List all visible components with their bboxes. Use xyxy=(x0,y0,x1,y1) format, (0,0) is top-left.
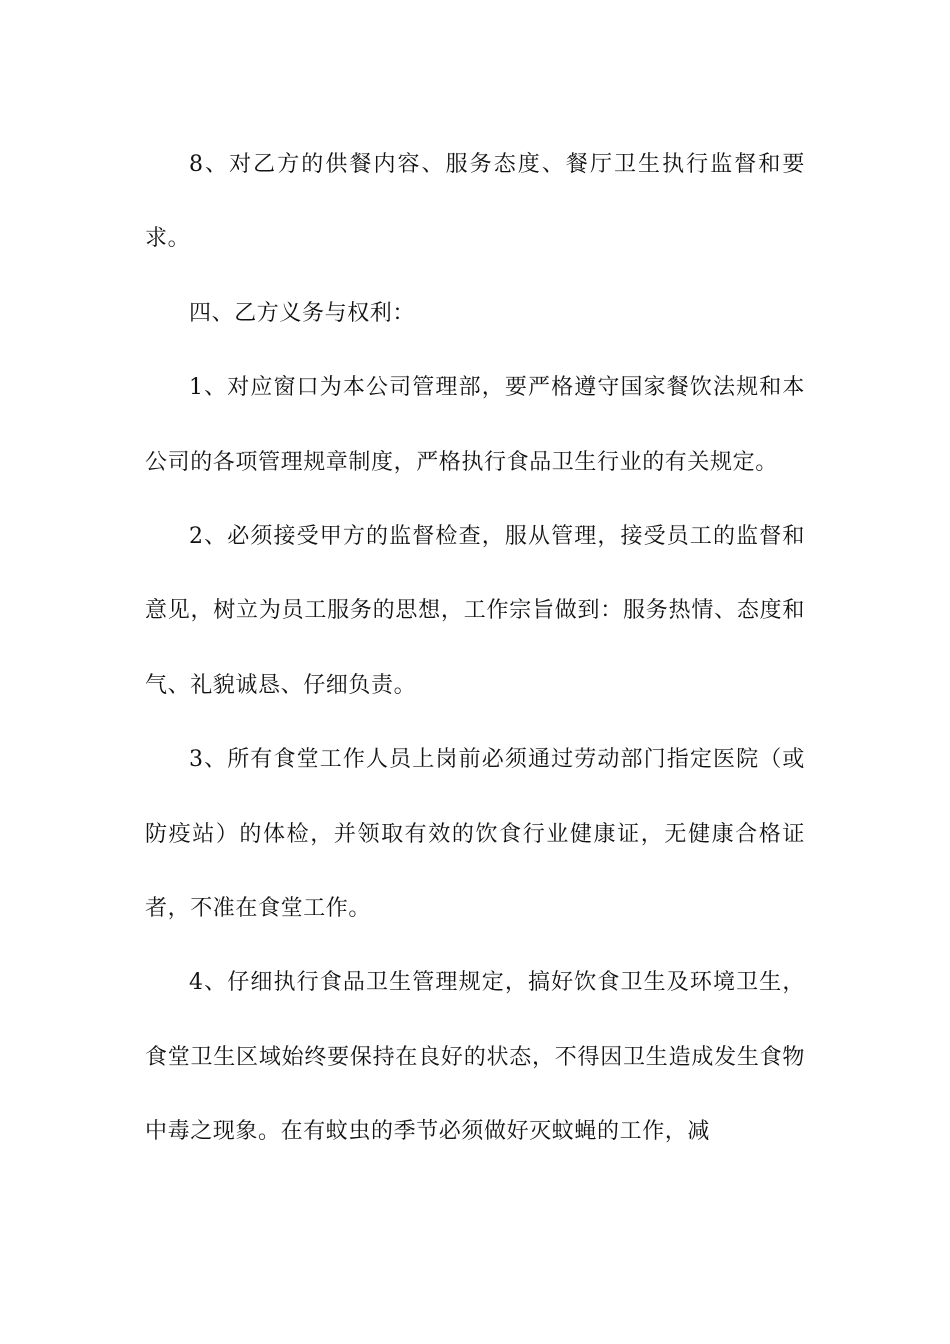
section-heading-party-b-obligations: 四、乙方义务与权利： xyxy=(189,300,416,326)
paragraph-item-8: 8、对乙方的供餐内容、服务态度、餐厅卫生执行监督和要求。 xyxy=(145,152,805,252)
paragraph-item-1: 1、对应窗口为本公司管理部，要严格遵守国家餐饮法规和本公司的各项管理规章制度，严格执行食品卫生行业的有关规定。 xyxy=(145,375,805,475)
paragraph-item-2: 2、必须接受甲方的监督检查，服从管理，接受员工的监督和意见，树立为员工服务的思想，工作宗旨做到：服务热情、态度和气、礼貌诚恳、仔细负责。 xyxy=(145,524,805,698)
document-body xyxy=(145,128,805,1170)
paragraph-item-3: 3、所有食堂工作人员上岗前必须通过劳动部门指定医院（或防疫站）的体检，并领取有效的饮食行业健康证，无健康合格证者，不准在食堂工作。 xyxy=(145,747,805,922)
paragraph-item-4: 4、仔细执行食品卫生管理规定，搞好饮食卫生及环境卫生，食堂卫生区域始终要保持在良好的状态，不得因卫生造成发生食物中毒之现象。在有蚊虫的季节必须做好灭蚊蝇的工作，减 xyxy=(145,970,805,1145)
